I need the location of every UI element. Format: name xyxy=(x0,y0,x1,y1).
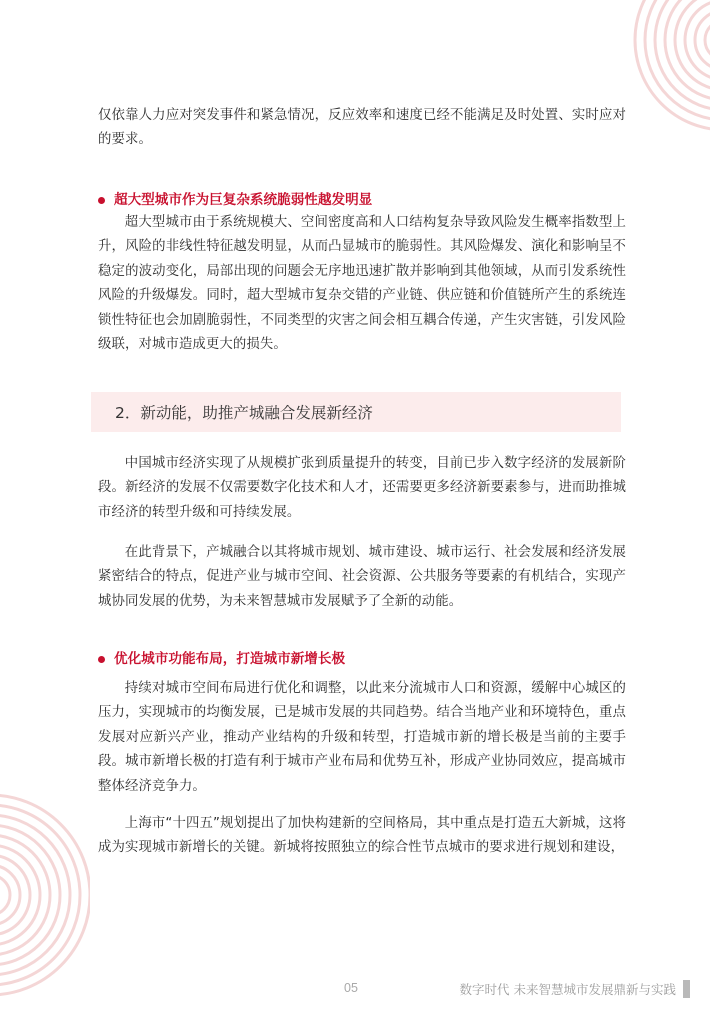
bullet-heading-megacity-fragility xyxy=(98,190,626,210)
bullet-heading-text: 优化城市功能布局，打造城市新增长极 xyxy=(114,651,346,667)
section-title: 新动能，助推产城融合发展新经济 xyxy=(140,404,373,422)
paragraph-emergency-response: 仅依靠人力应对突发事件和紧急情况，反应效率和速度已经不能满足及时处置、实时应对的要求。 xyxy=(98,108,626,148)
paragraph-spatial-layout: 持续对城市空间布局进行优化和调整，以此来分流城市人口和资源，缓解中心城区的压力，实现城市的均衡发展，已是城市发展的共同趋势。结合当地产业和环境特色，重点发展对应新兴产业，推动产业结构的升级和转型，打造城市新的增长极是当前的主要手段。城市新增长极的打造有利于城市产业布局和优势互补，形成产业协同效应，提高城市整体经济竞争力。 xyxy=(98,681,626,794)
paragraph-digital-economy: 中国城市经济实现了从规模扩张到质量提升的转变，目前已步入数字经济的发展新阶段。新经济的发展不仅需要数字化技术和人才，还需要更多经济新要素参与，进而助推城市经济的转型升级和可持续发展。 xyxy=(98,456,626,520)
footer-bar-marker xyxy=(683,980,690,998)
page-number: 05 xyxy=(344,981,358,995)
footer-document-title xyxy=(460,980,690,998)
decorative-arc-pattern-bottom xyxy=(0,770,90,1020)
section-heading-band xyxy=(91,392,621,432)
bullet-dot-icon xyxy=(98,197,105,204)
paragraph-megacity-risk: 超大型城市由于系统规模大、空间密度高和人口结构复杂导致风险发生概率指数型上升，风险的非线性特征越发明显，从而凸显城市的脆弱性。其风险爆发、演化和影响呈不稳定的波动变化，局部出现的问题会无序地迅速扩散并影响到其他领域，从而引发系统性风险的升级爆发。同时，超大型城市复杂交错的产业链、供应链和价值链所产生的系统连锁性特征也会加剧脆弱性，不同类型的灾害之间会相互耦合传递，产生灾害链，引发风险级联，对城市造成更大的损失。 xyxy=(98,215,626,353)
footer-title-text: 数字时代 未来智慧城市发展鼎新与实践 xyxy=(459,982,676,997)
bullet-heading-text: 超大型城市作为巨复杂系统脆弱性越发明显 xyxy=(114,192,373,208)
bullet-heading-growth-pole xyxy=(98,649,626,669)
paragraph-industry-city-integration: 在此背景下，产城融合以其将城市规划、城市建设、城市运行、社会发展和经济发展紧密结合的特点，促进产业与城市空间、社会资源、公共服务等要素的有机结合，实现产城协同发展的优势，为未来智慧城市发展赋予了全新的动能。 xyxy=(98,545,626,609)
decorative-arc-pattern-top xyxy=(630,0,710,160)
paragraph-shanghai-plan: 上海市“十四五”规划提出了加快构建新的空间格局，其中重点是打造五大新城，这将成为实现城市新增长的关键。新城将按照独立的综合性节点城市的要求进行规划和建设， xyxy=(98,816,626,856)
section-number: 2． xyxy=(115,404,141,422)
bullet-dot-icon xyxy=(98,656,105,663)
